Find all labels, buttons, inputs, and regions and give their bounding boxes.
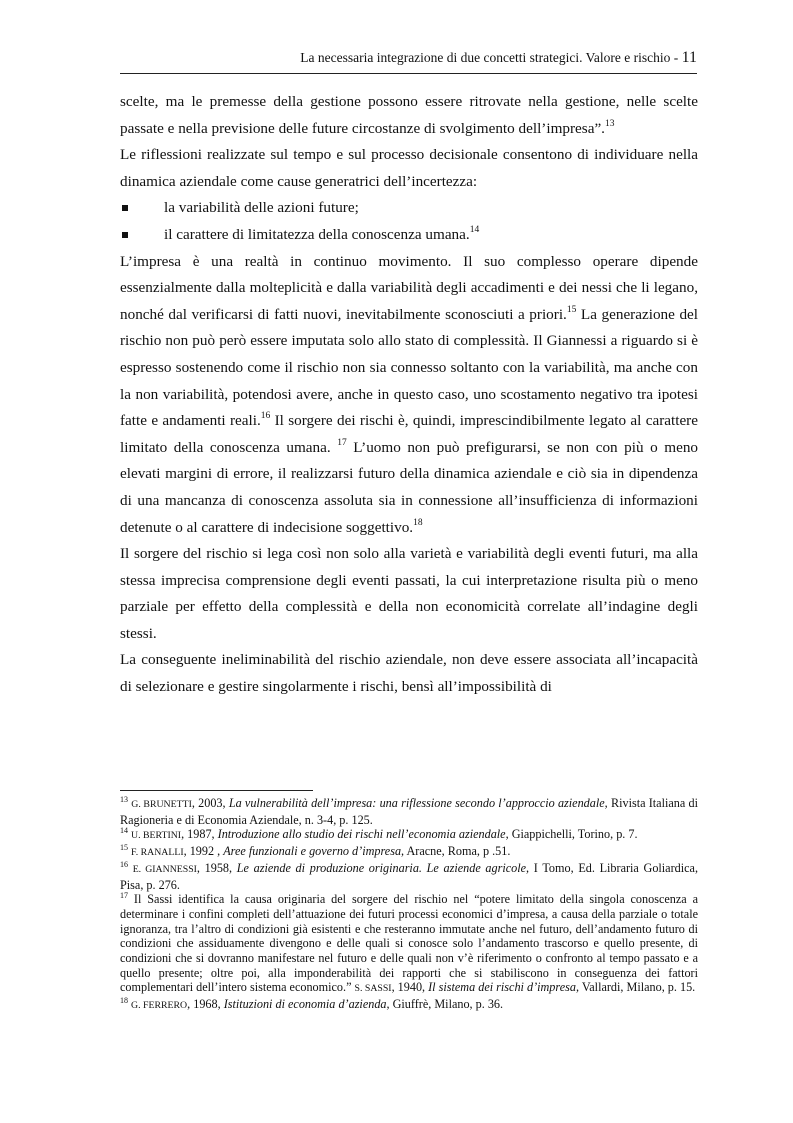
footnote-ref: 13 [604,118,615,129]
paragraph [120,647,698,700]
footnote-16 [120,861,698,892]
footnote-text: , 2003, [191,796,229,810]
footnote-title: Istituzioni di economia d’azienda, [223,997,390,1012]
footnote-title: Le aziende di produzione originaria. Le aziende agricole, [236,860,530,875]
footnote-author: G. BRUNETTI [131,799,192,810]
footnote-author: S. SASSI [354,983,392,995]
paragraph [120,541,698,647]
footnote-text: , 1940, [391,980,429,995]
footnote-ref: 17 [337,437,347,448]
footnote-number: 15 [120,843,128,853]
footnote-number: 18 [120,996,128,1006]
running-header [120,49,697,67]
footnote-15 [120,844,698,861]
text-run: La conseguente ineliminabilità del rischio aziendale, non deve essere associata all’incapacità di selezionare e gestire singolarmente i rischi, bensì all’impossibilità di [120,651,698,696]
text-run: scelte, ma le premesse della gestione possono essere ritrovate nella gestione, nelle scelte passate e nella previsione delle future circostanze di svolgimento dell’impresa”. [120,93,698,137]
footnote-title: Introduzione allo studio dei rischi nell’economia aziendale, [217,827,509,842]
footnote-author: F. RANALLI [131,847,184,859]
text-run: Il sorgere del rischio si lega così non solo alla varietà e variabilità degli eventi futuri, ma alla stessa imprecisa comprensione degli eventi passati, la cui interpretazione risulta più o meno parziale per effetto della complessità e della non economicità correlate all’indagine degli stessi. [120,545,698,642]
footnote-18 [120,997,698,1014]
footnote-text: Rivista Italiana di Ragioneria e di Economia Aziendale, n. 3-4, p. 125. [120,796,698,827]
footnote-title: Aree funzionali e governo d’impresa, [223,844,405,859]
footnote-author: G. FERRERO [131,1000,188,1012]
footnote-title: Il sistema dei rischi d’impresa, [428,980,579,995]
footnote-text: I Tomo, Ed. Libraria Goliardica, Pisa, p. 276. [120,860,698,892]
footnote-17 [120,892,698,997]
footnote-text: , 1968, [187,997,224,1012]
footnote-ref: 14 [469,224,480,235]
footnote-number: 13 [120,795,128,804]
paragraph [120,142,698,195]
footnote-text: Vallardi, Milano, p. 15. [579,980,696,995]
page-number: 11 [681,49,697,66]
bullet-list [120,195,698,248]
footnote-14 [120,827,698,844]
footnote-text: Giuffrè, Milano, p. 36. [389,997,504,1012]
paragraph [120,249,698,542]
header-rule [120,73,697,74]
footnote-text: Giappichelli, Torino, p. 7. [508,827,638,842]
footnote-text: Il Sassi identifica la causa originaria del sorgere del rischio nel “potere limitato della singola conoscenza a determinare i confini completi dell’attuazione dei futuri processi economici d’impresa, a causa della parziale o totale ignoranza, tra l’altro di condizioni già esistenti e che resteranno immutate anche nel futuro, dell’andamento futuro di condizioni che assiduamente divengono e delle quali si conosce solo l’andamento trascorso e quello presente, di condizioni che si dovranno manifestare nel futuro e delle quali non v’è riferimento o confronto al tempo passato e a quello presente; oltre poi, alla imponderabilità dei rapporti che si stabiliscono in conseguenza dei fattori complementari dell’intero sistema economico.” [120,892,699,995]
footnote-text: Aracne, Roma, p .51. [404,844,511,859]
text-run: L’uomo non può prefigurarsi, se non con più o meno elevati margini di errore, il realizzarsi futuro della dinamica aziendale e ciò sia in dipendenza di una mancanza di conoscenza assoluta sia in connessione all’insufficienza di informazioni detenute o al carattere di indecisione soggettivo. [120,438,699,536]
paragraph [120,89,698,142]
list-item [120,222,698,249]
text-run: La generazione del rischio non può però essere imputata solo allo stato di complessità. Il Giannessi a riguardo si è espresso sostenendo come il rischio non sia connesso soltanto con la variabilità, ma anche con la non variabilità, potendosi avere, anche in questo caso, uno scostamento negativo tra ipotesi fatte e andamenti reali. [120,305,698,430]
footnote-text: , 1992 , [183,844,224,859]
footnote-rule [120,790,313,791]
text-run: L’impresa è una realtà in continuo movimento. Il suo complesso operare dipende essenzialmente dalla molteplicità e dalla variabilità degli accadimenti e dei nessi che li legano, nonché dal verificarsi di fatti nuovi, inevitabilmente sconosciuti a priori. [120,252,698,323]
footnote-ref: 16 [260,411,271,422]
footnote-title: La vulnerabilità dell’impresa: una riflessione secondo l’approccio aziendale, [228,796,608,810]
text-run: Le riflessioni realizzate sul tempo e sul processo decisionale consentono di individuare nella dinamica aziendale come cause generatrici dell’incertezza: [120,146,698,190]
footnote-author: E. GIANNESSI [132,863,197,875]
list-item [120,195,698,222]
text-run: Il sorgere dei rischi è, quindi, imprescindibilmente legato al carattere limitato della conoscenza umana. [120,412,698,456]
footnote-number: 14 [120,826,128,836]
bullet-square-icon [122,232,128,238]
footnote-text: , 1958, [196,860,237,875]
list-item-text: la variabilità delle azioni future; [164,199,359,217]
footnote-ref: 18 [413,517,423,528]
footnote-number: 17 [120,891,128,901]
header-title: La necessaria integrazione di due concetti strategici. Valore e rischio - [300,50,682,65]
footnote-13 [120,796,698,827]
bullet-square-icon [122,205,128,211]
footnote-number: 16 [120,859,128,869]
list-item-text: il carattere di limitatezza della conoscenza umana. [164,225,470,243]
footnote-text: , 1987, [181,827,218,842]
main-text [120,89,698,701]
footnotes [120,796,698,1014]
footnote-author: U. BERTINI [131,830,182,842]
footnote-ref: 15 [566,304,577,315]
